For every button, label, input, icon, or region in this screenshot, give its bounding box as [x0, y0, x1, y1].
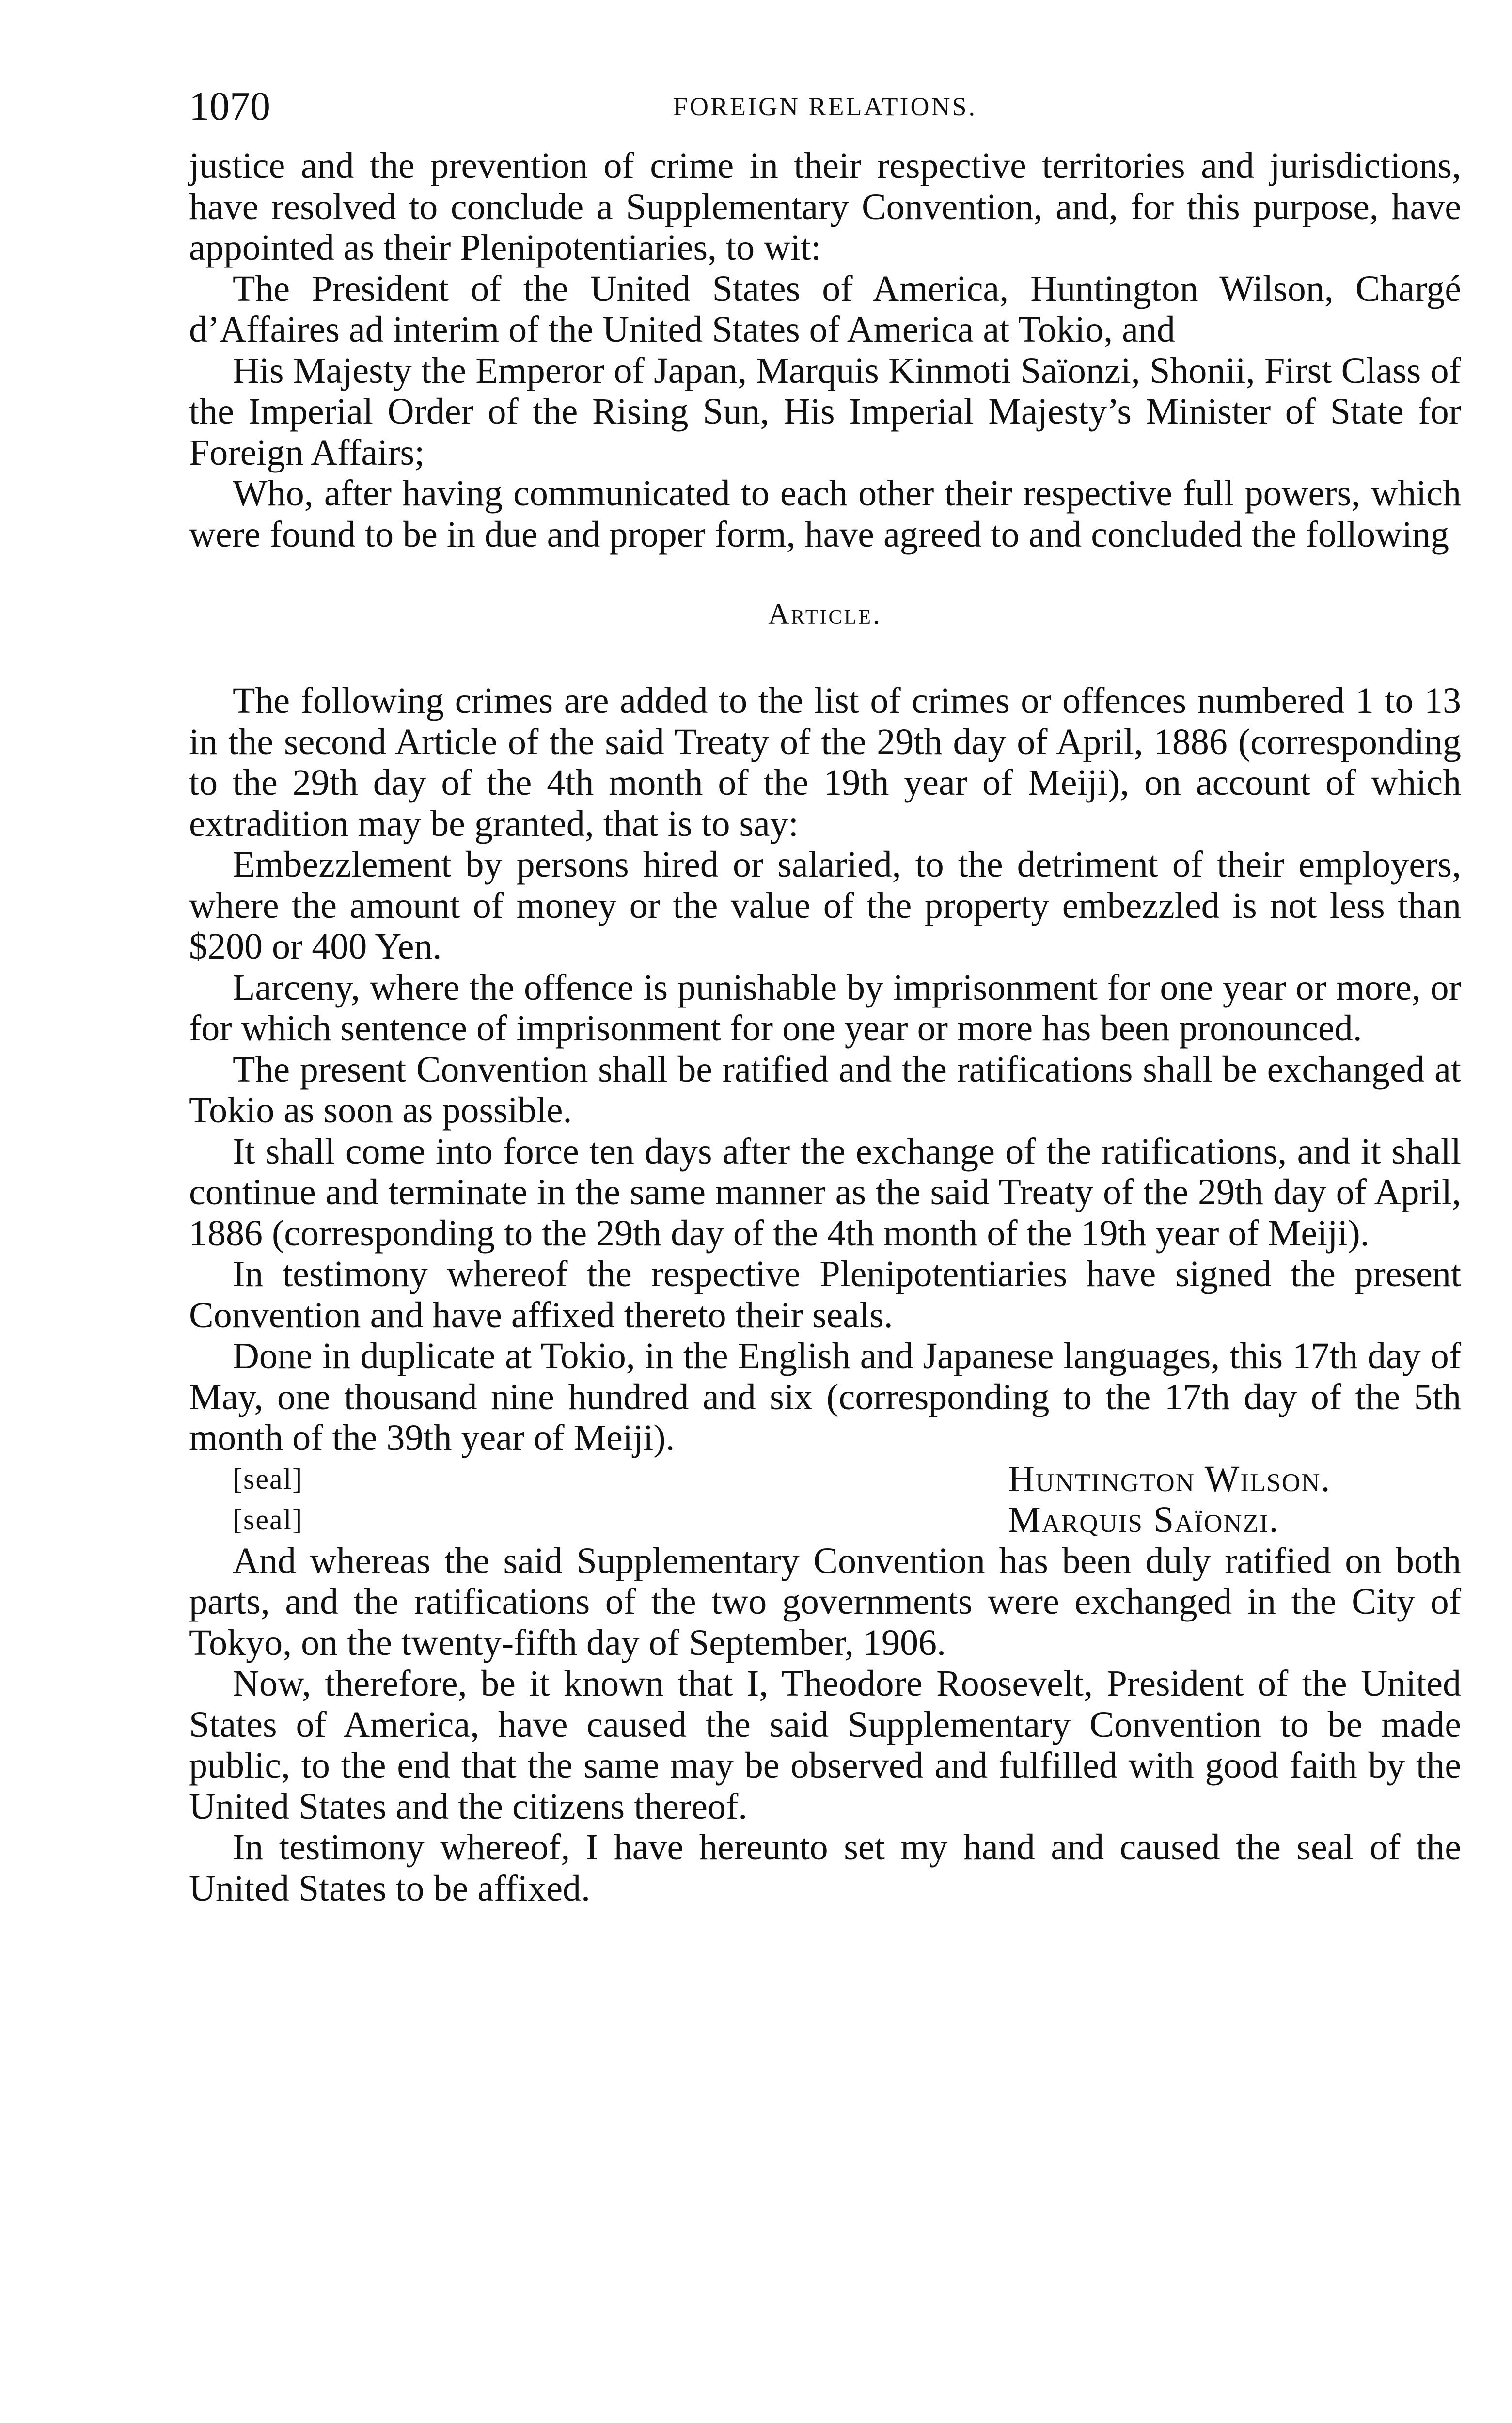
- document-page: [189, 78, 1461, 1909]
- paragraph: The President of the United States of America, Huntington Wilson, Chargé d’Affaires ad interim of the United States of America at Tokio, and: [189, 268, 1461, 350]
- signature-row: [189, 1499, 1461, 1541]
- paragraph: It shall come into force ten days after the exchange of the ratifications, and it shall continue and terminate in the same manner as the said Treaty of the 29th day of April, 1886 (corresponding to the 29th day of the 4th month of the 19th year of Meiji).: [189, 1131, 1461, 1254]
- paragraph: And whereas the said Supplementary Convention has been duly ratified on both parts, and the ratifications of the two governments were exchanged in the City of Tokyo, on the twenty-fifth day of September, 1906.: [189, 1540, 1461, 1663]
- paragraph: Now, therefore, be it known that I, Theodore Roosevelt, President of the United States of America, have caused the said Supplementary Convention to be made public, to the end that the same may be observed and fulfilled with good faith by the United States and the citizens thereof.: [189, 1663, 1461, 1827]
- article-heading: Article.: [768, 598, 882, 630]
- running-title: FOREIGN RELATIONS.: [673, 92, 977, 121]
- signer-name: Marquis Saïonzi.: [1008, 1499, 1279, 1540]
- paragraph: In testimony whereof, I have hereunto set my hand and caused the seal of the United States to be affixed.: [189, 1827, 1461, 1909]
- paragraph: Larceny, where the offence is punishable by imprisonment for one year or more, or for which sentence of imprisonment for one year or more has been pronounced.: [189, 967, 1461, 1049]
- page-header: [189, 78, 1461, 136]
- paragraph: The following crimes are added to the list of crimes or offences numbered 1 to 13 in the second Article of the said Treaty of the 29th day of April, 1886 (corresponding to the 29th day of the 4th month of the 19th year of Meiji), on account of which extradition may be granted, that is to say:: [189, 680, 1461, 844]
- paragraph: Who, after having communicated to each other their respective full powers, which were found to be in due and proper form, have agreed to and concluded the following: [189, 473, 1461, 555]
- seal-mark: [seal]: [233, 1504, 303, 1536]
- paragraph: Embezzlement by persons hired or salaried, to the detriment of their employers, where the amount of money or the value of the property embezzled is not less than $200 or 400 Yen.: [189, 844, 1461, 967]
- paragraph: Done in duplicate at Tokio, in the English and Japanese languages, this 17th day of May, one thousand nine hundred and six (corresponding to the 17th day of the 5th month of the 39th year of Meiji).: [189, 1336, 1461, 1458]
- body-text: [189, 145, 1461, 1909]
- signature-block: [189, 1459, 1461, 1541]
- paragraph: The present Convention shall be ratified and the ratifications shall be exchanged at Tokio as soon as possible.: [189, 1049, 1461, 1131]
- page-number: 1070: [189, 84, 270, 129]
- paragraph: In testimony whereof the respective Plenipotentiaries have signed the present Convention and have affixed thereto their seals.: [189, 1254, 1461, 1336]
- paragraph: justice and the prevention of crime in their respective territories and jurisdictions, have resolved to conclude a Supplementary Convention, and, for this purpose, have appointed as their Plenipotentiaries, to wit:: [189, 145, 1461, 268]
- seal-mark: [seal]: [233, 1463, 303, 1495]
- signer-name: Huntington Wilson.: [1008, 1458, 1331, 1499]
- signature-row: [189, 1459, 1461, 1500]
- paragraph: His Majesty the Emperor of Japan, Marquis Kinmoti Saïonzi, Shonii, First Class of the Imperial Order of the Rising Sun, His Imperial Majesty’s Minister of State for Foreign Affairs;: [189, 350, 1461, 473]
